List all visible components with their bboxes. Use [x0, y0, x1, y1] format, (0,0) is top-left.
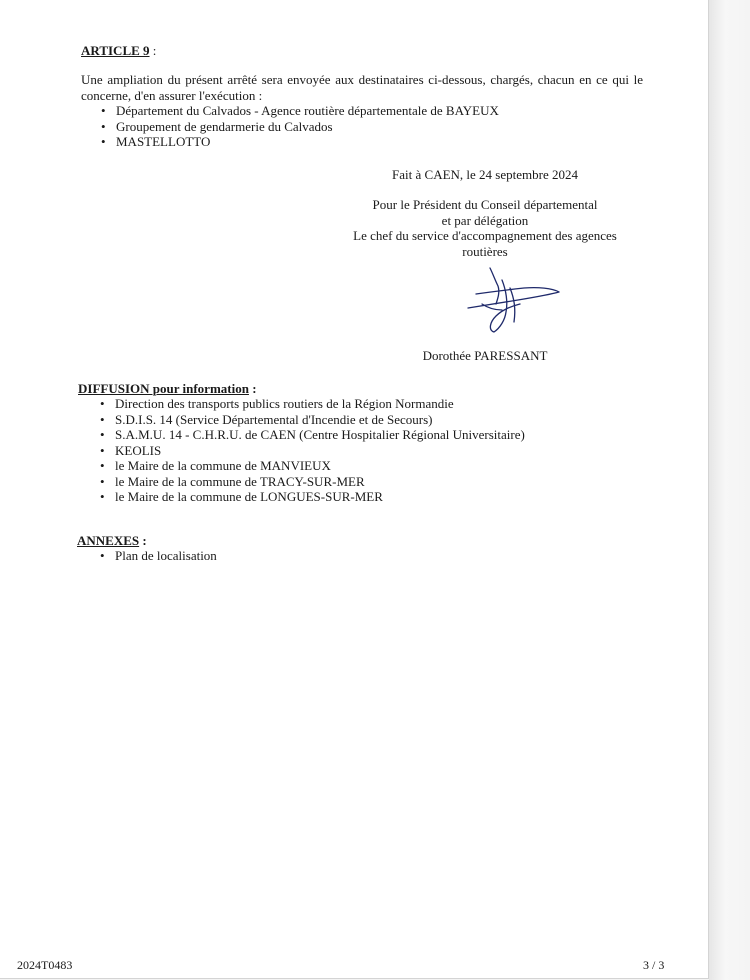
handwritten-signature: [462, 264, 562, 336]
diffusion-heading: [78, 381, 257, 397]
list-item: • Groupement de gendarmerie du Calvados: [101, 119, 499, 135]
list-item: • le Maire de la commune de TRACY-SUR-MER: [100, 474, 525, 490]
recipients-list: [101, 103, 499, 150]
annexes-heading-suffix: :: [139, 533, 147, 548]
page-number: 3 / 3: [643, 958, 665, 972]
article-intro: Une ampliation du présent arrêté sera envoyée aux destinataires ci-dessous, chargés, chacun en ce qui le concerne, d'en assurer l'exécution :: [81, 72, 643, 103]
list-item: • MASTELLOTTO: [101, 134, 499, 150]
signatory-title: [330, 197, 640, 259]
made-at-line: Fait à CAEN, le 24 septembre 2024: [392, 167, 578, 182]
article-title-suffix: :: [149, 43, 157, 58]
signatory-line: routières: [462, 243, 508, 259]
list-item: • S.A.M.U. 14 - C.H.R.U. de CAEN (Centre Hospitalier Régional Universitaire): [100, 427, 525, 443]
list-item: • le Maire de la commune de LONGUES-SUR-MER: [100, 489, 525, 505]
list-item: • Département du Calvados - Agence routière départementale de BAYEUX: [101, 103, 499, 119]
viewer-background: [709, 0, 750, 980]
article-heading: [81, 43, 156, 59]
signer-name: Dorothée PARESSANT: [422, 348, 548, 363]
signatory-line: Pour le Président du Conseil départemental: [372, 197, 598, 212]
diffusion-list: [100, 396, 525, 505]
annexes-heading-text: ANNEXES: [77, 533, 140, 548]
annexes-heading: [77, 533, 147, 549]
list-item: • KEOLIS: [100, 443, 525, 459]
annexes-list: [100, 548, 217, 564]
list-item: • Plan de localisation: [100, 548, 217, 564]
article-title: ARTICLE 9: [81, 43, 150, 58]
diffusion-heading-text: DIFFUSION pour information: [78, 381, 249, 396]
document-reference: 2024T0483: [17, 958, 73, 972]
list-item: • S.D.I.S. 14 (Service Départemental d'Incendie et de Secours): [100, 412, 525, 428]
diffusion-heading-suffix: :: [248, 381, 257, 396]
list-item: • Direction des transports publics routiers de la Région Normandie: [100, 396, 525, 412]
signatory-line: Le chef du service d'accompagnement des agences: [353, 228, 617, 243]
signatory-line: et par délégation: [441, 212, 529, 228]
list-item: • le Maire de la commune de MANVIEUX: [100, 458, 525, 474]
